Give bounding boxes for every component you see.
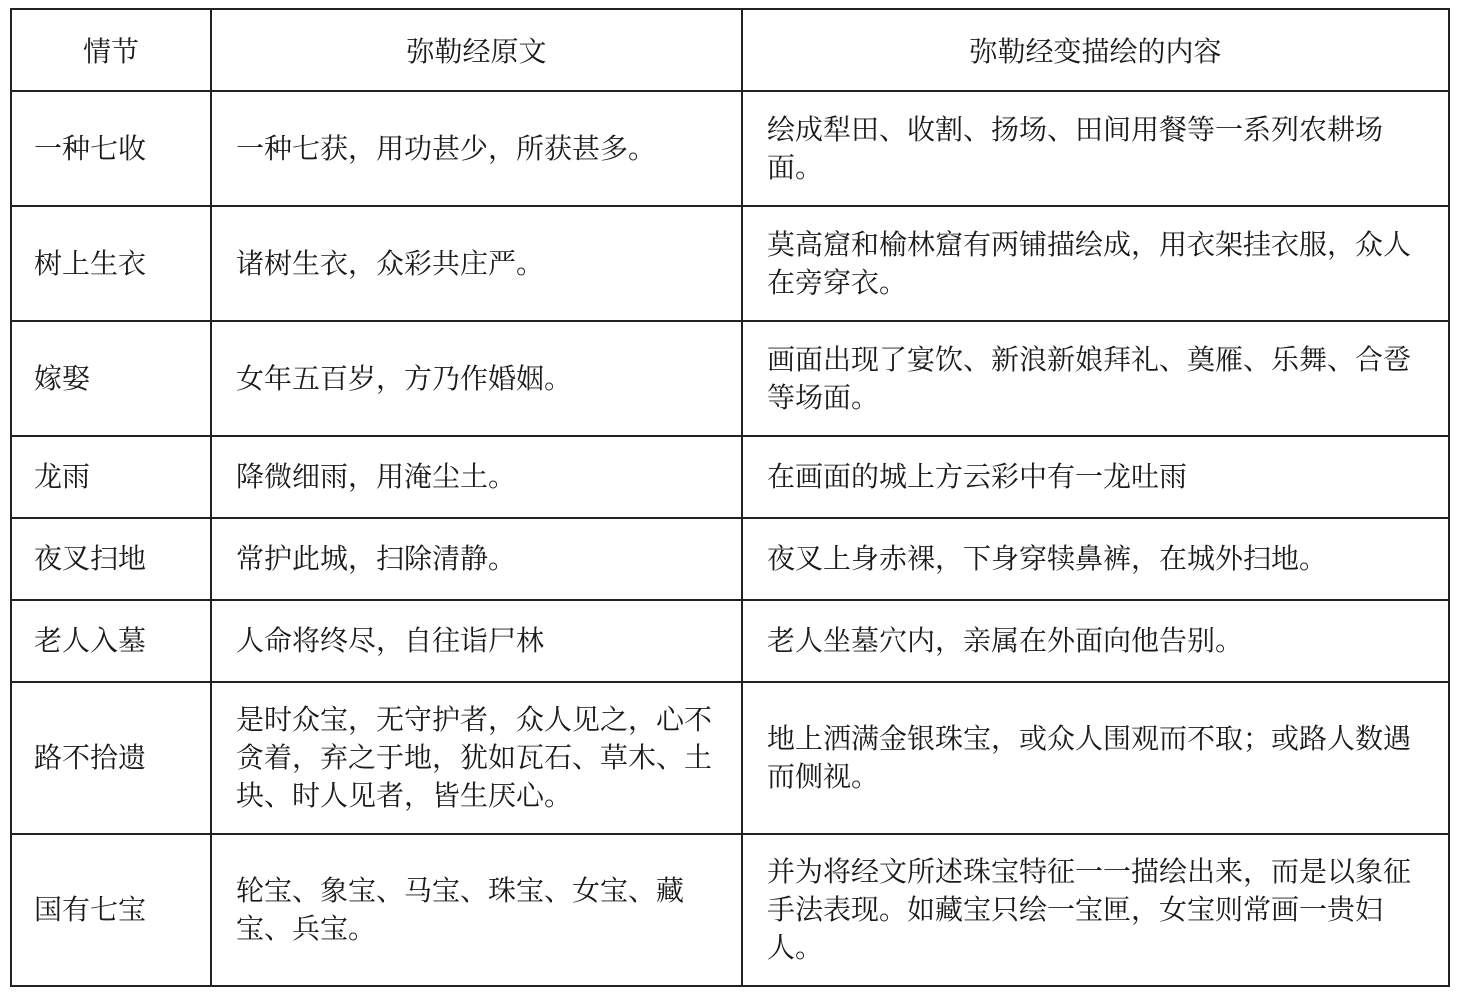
header-depiction: 弥勒经变描绘的内容 (742, 9, 1449, 91)
depiction-text: 画面出现了宴饮、新浪新娘拜礼、奠雁、乐舞、合卺等场面。 (767, 342, 1412, 414)
depiction-cell (742, 321, 1449, 436)
table-row (11, 91, 1449, 206)
original-cell (211, 600, 742, 682)
scene-cell (11, 518, 211, 600)
original-cell (211, 206, 742, 321)
original-text: 一种七获，用功甚少，所获甚多。 (236, 131, 657, 165)
scene-text: 路不拾遗 (34, 741, 147, 774)
depiction-text: 夜叉上身赤裸，下身穿犊鼻裤，在城外扫地。 (767, 542, 1328, 575)
scene-text: 树上生衣 (34, 246, 147, 280)
scene-text: 国有七宝 (34, 893, 147, 926)
table-row (11, 682, 1449, 834)
scene-text: 龙雨 (34, 460, 91, 493)
scene-cell (11, 91, 211, 206)
depiction-text: 老人坐墓穴内，亲属在外面向他告别。 (767, 624, 1244, 657)
original-text: 是时众宝，无守护者，众人见之，心不贪着，弃之于地，犹如瓦石、草木、土块、时人见者，皆生厌心。 (236, 703, 713, 812)
table-row (11, 436, 1449, 518)
original-text: 人命将终尽，自往诣尸林 (236, 624, 545, 657)
original-text: 常护此城，扫除清静。 (236, 542, 517, 575)
original-text: 女年五百岁，方乃作婚姻。 (236, 361, 573, 395)
original-text: 诸树生衣，众彩共庄严。 (236, 246, 545, 280)
original-cell (211, 518, 742, 600)
scene-text: 夜叉扫地 (34, 542, 147, 575)
header-row (11, 9, 1449, 91)
table-row (11, 321, 1449, 436)
scene-cell (11, 206, 211, 321)
depiction-text: 地上洒满金银珠宝，或众人围观而不取；或路人数遇而侧视。 (767, 722, 1412, 793)
scene-cell (11, 321, 211, 436)
original-cell (211, 834, 742, 986)
depiction-cell (742, 91, 1449, 206)
scene-cell (11, 436, 211, 518)
depiction-cell (742, 600, 1449, 682)
original-text: 轮宝、象宝、马宝、珠宝、女宝、藏宝、兵宝。 (236, 874, 685, 945)
depiction-text: 绘成犁田、收割、扬场、田间用餐等一系列农耕场面。 (767, 112, 1384, 184)
original-text: 降微细雨，用淹尘土。 (236, 460, 517, 493)
header-scene: 情节 (11, 9, 211, 91)
original-cell (211, 682, 742, 834)
original-cell (211, 321, 742, 436)
depiction-cell (742, 682, 1449, 834)
scene-cell (11, 600, 211, 682)
depiction-cell (742, 518, 1449, 600)
table-row (11, 206, 1449, 321)
depiction-cell (742, 206, 1449, 321)
scene-cell (11, 834, 211, 986)
depiction-text: 莫高窟和榆林窟有两铺描绘成，用衣架挂衣服，众人在旁穿衣。 (767, 227, 1412, 299)
depiction-cell (742, 436, 1449, 518)
header-original-text: 弥勒经原文 (211, 9, 742, 91)
maitreya-comparison-table (10, 8, 1450, 987)
original-cell (211, 91, 742, 206)
depiction-text: 在画面的城上方云彩中有一龙吐雨 (767, 460, 1188, 493)
original-cell (211, 436, 742, 518)
depiction-cell (742, 834, 1449, 986)
depiction-text: 并为将经文所述珠宝特征一一描绘出来，而是以象征手法表现。如藏宝只绘一宝匣，女宝则常画一贵妇人。 (767, 855, 1412, 964)
table-row (11, 600, 1449, 682)
scene-cell (11, 682, 211, 834)
scene-text: 嫁娶 (34, 361, 91, 395)
table-row (11, 518, 1449, 600)
table-row (11, 834, 1449, 986)
scene-text: 一种七收 (34, 131, 147, 165)
scene-text: 老人入墓 (34, 624, 147, 657)
